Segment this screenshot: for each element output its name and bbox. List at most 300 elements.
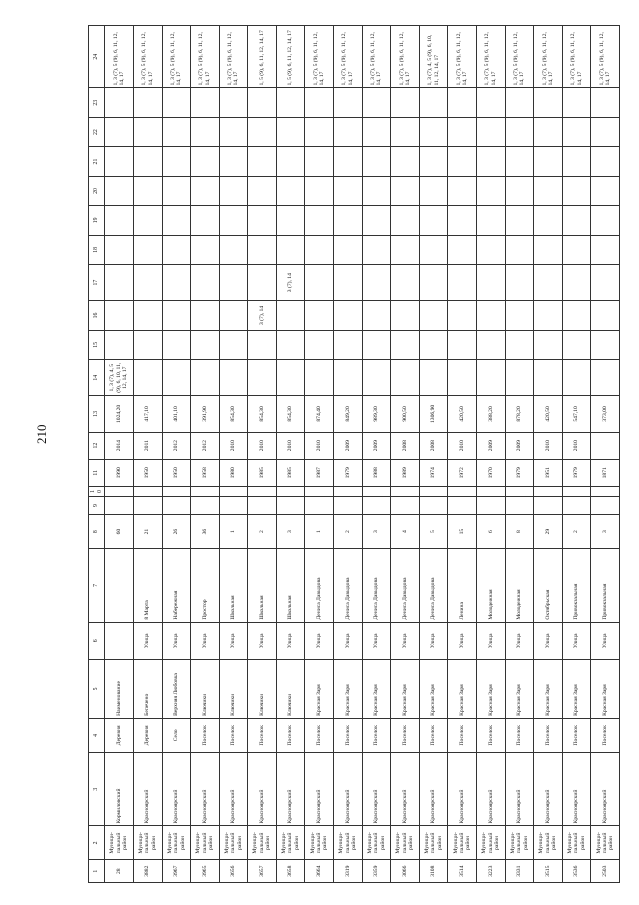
table-cell xyxy=(105,206,134,235)
table-cell xyxy=(248,265,277,301)
table-cell: Поселок xyxy=(334,718,363,752)
table-cell xyxy=(105,301,134,330)
table-cell: Деревня xyxy=(105,718,134,752)
table-cell xyxy=(419,360,448,396)
table-cell xyxy=(362,147,391,176)
table-cell xyxy=(334,497,363,515)
table-cell: Красноярский xyxy=(505,752,534,826)
table-cell xyxy=(448,486,477,496)
table-cell: Красная Заря xyxy=(448,660,477,719)
table-cell xyxy=(362,235,391,264)
table-cell xyxy=(133,147,162,176)
header-cell: 13 xyxy=(89,396,105,432)
table-cell xyxy=(505,360,534,396)
table-cell: 1, 3 (7), 5 (9), 6, 11, 12, 14, 17 xyxy=(334,26,363,89)
table-cell: 3515 xyxy=(534,860,563,883)
table-cell xyxy=(419,88,448,117)
header-cell: 2 xyxy=(89,826,105,860)
table-cell xyxy=(448,176,477,205)
table-cell xyxy=(534,265,563,301)
table-cell: 3967 xyxy=(162,860,191,883)
table-cell xyxy=(191,206,220,235)
table-cell xyxy=(191,265,220,301)
table-cell xyxy=(562,235,591,264)
table-cell xyxy=(391,301,420,330)
table-cell xyxy=(105,330,134,359)
header-cell: 16 xyxy=(89,301,105,330)
table-cell: 1, 3 (7), 5 (9), 6, 11, 12, 14, 17 xyxy=(105,26,134,89)
table-cell: 3359 xyxy=(362,860,391,883)
table-cell xyxy=(334,206,363,235)
table-cell: 26 xyxy=(162,515,191,549)
rotated-table-container xyxy=(88,25,620,883)
table-body xyxy=(105,26,620,883)
table-cell xyxy=(105,176,134,205)
table-cell xyxy=(162,206,191,235)
table-cell: Красноярский xyxy=(248,752,277,826)
table-cell xyxy=(191,147,220,176)
table-cell xyxy=(105,497,134,515)
table-cell xyxy=(305,117,334,146)
table-cell xyxy=(191,117,220,146)
table-cell: Улица xyxy=(219,622,248,659)
table-cell xyxy=(391,206,420,235)
table-cell xyxy=(305,206,334,235)
table-cell: Муници-пальный район xyxy=(133,826,162,860)
table-cell: Поселок xyxy=(219,718,248,752)
table-cell: Красноярский xyxy=(133,752,162,826)
table-cell xyxy=(477,360,506,396)
table-cell: Простор xyxy=(191,549,220,623)
table-cell xyxy=(534,88,563,117)
table-cell xyxy=(305,301,334,330)
table-cell xyxy=(162,265,191,301)
table-cell: Ленина xyxy=(448,549,477,623)
table-cell: 1989 xyxy=(391,459,420,486)
table-cell: Красноярский xyxy=(305,752,334,826)
table-cell: 417,10 xyxy=(133,396,162,432)
table-cell: 1, 3 (7), 5 (9), 6, 11, 12, 14, 17 xyxy=(534,26,563,89)
table-row xyxy=(276,26,305,883)
table-cell: Октябрьская xyxy=(534,549,563,623)
table-cell: Улица xyxy=(562,622,591,659)
table-cell: 5 xyxy=(419,515,448,549)
table-cell xyxy=(448,235,477,264)
table-cell xyxy=(391,497,420,515)
table-cell: Муници-пальный район xyxy=(162,826,191,860)
table-cell: Поселок xyxy=(248,718,277,752)
table-cell xyxy=(591,206,620,235)
table-cell: 2010 xyxy=(219,432,248,459)
table-cell: 1 xyxy=(305,515,334,549)
header-cell: 14 xyxy=(89,360,105,396)
table-cell xyxy=(477,235,506,264)
table-cell xyxy=(562,360,591,396)
table-cell xyxy=(505,235,534,264)
table-cell xyxy=(248,206,277,235)
table-cell xyxy=(419,147,448,176)
table-cell: Красноярский xyxy=(334,752,363,826)
table-cell xyxy=(562,147,591,176)
table-cell: 21 xyxy=(133,515,162,549)
table-cell: Муници-пальный район xyxy=(391,826,420,860)
header-cell: 15 xyxy=(89,330,105,359)
table-row xyxy=(505,26,534,883)
table-cell: 6 xyxy=(477,515,506,549)
table-cell: Дениса Давыдова xyxy=(362,549,391,623)
table-cell: 1958 xyxy=(191,459,220,486)
header-cell: 1 xyxy=(89,860,105,883)
table-cell: 1 xyxy=(219,515,248,549)
table-cell xyxy=(105,117,134,146)
table-cell xyxy=(591,360,620,396)
table-cell: 401,10 xyxy=(162,396,191,432)
table-cell: Улица xyxy=(362,622,391,659)
table-cell xyxy=(562,176,591,205)
table-cell: 854,30 xyxy=(219,396,248,432)
table-cell xyxy=(391,265,420,301)
table-cell: Поселок xyxy=(362,718,391,752)
table-cell: 60 xyxy=(105,515,134,549)
table-cell xyxy=(219,206,248,235)
table-cell xyxy=(305,330,334,359)
table-cell xyxy=(448,147,477,176)
table-cell xyxy=(534,206,563,235)
header-cell: 8 xyxy=(89,515,105,549)
table-cell: 4 xyxy=(391,515,420,549)
table-cell: Муници-пальный район xyxy=(534,826,563,860)
table-cell xyxy=(419,206,448,235)
table-row xyxy=(191,26,220,883)
table-cell xyxy=(534,301,563,330)
table-cell xyxy=(591,330,620,359)
table-cell xyxy=(562,265,591,301)
header-cell: 24 xyxy=(89,26,105,89)
table-cell: 3108 xyxy=(419,860,448,883)
table-row xyxy=(219,26,248,883)
table-cell: Улица xyxy=(591,622,620,659)
table-cell: 373,00 xyxy=(591,396,620,432)
table-cell: Красноярский xyxy=(391,752,420,826)
table-cell xyxy=(133,176,162,205)
table-cell: 3657 xyxy=(248,860,277,883)
table-cell: Привокзальная xyxy=(591,549,620,623)
table-cell xyxy=(248,497,277,515)
table-cell: Муници-пальный район xyxy=(591,826,620,860)
table-cell xyxy=(419,176,448,205)
table-cell: 8 xyxy=(505,515,534,549)
table-cell: Поселок xyxy=(477,718,506,752)
table-cell xyxy=(591,432,620,459)
table-cell xyxy=(391,330,420,359)
table-cell xyxy=(391,235,420,264)
header-cell: 20 xyxy=(89,176,105,205)
table-cell xyxy=(276,360,305,396)
table-cell xyxy=(219,497,248,515)
table-cell: Бепечено xyxy=(133,660,162,719)
table-cell: Улица xyxy=(162,622,191,659)
table-cell xyxy=(191,486,220,496)
table-cell xyxy=(133,88,162,117)
table-cell: Поселок xyxy=(562,718,591,752)
table-cell xyxy=(162,330,191,359)
table-row xyxy=(562,26,591,883)
table-cell xyxy=(477,265,506,301)
table-cell xyxy=(162,88,191,117)
table-cell: 420,50 xyxy=(448,396,477,432)
table-cell: 1, 3 (7), 5 (9), 6, 11, 12, 14, 17 xyxy=(305,26,334,89)
table-cell: 3223 xyxy=(477,860,506,883)
table-cell xyxy=(448,497,477,515)
table-cell: Школьная xyxy=(248,549,277,623)
table-cell: 1, 3 (7), 5 (9), 6, 11, 12, 14, 17 xyxy=(591,26,620,89)
table-cell: Ключики xyxy=(219,660,248,719)
table-cell xyxy=(477,88,506,117)
table-cell xyxy=(505,176,534,205)
table-cell xyxy=(334,88,363,117)
table-cell xyxy=(191,235,220,264)
table-cell: 2008 xyxy=(419,432,448,459)
table-cell xyxy=(334,147,363,176)
table-cell: Муници-пальный район xyxy=(248,826,277,860)
table-cell: 900,50 xyxy=(391,396,420,432)
table-cell: 2009 xyxy=(362,432,391,459)
table-cell xyxy=(334,117,363,146)
table-cell xyxy=(162,176,191,205)
table-cell: 3965 xyxy=(191,860,220,883)
table-cell xyxy=(505,88,534,117)
table-cell xyxy=(162,117,191,146)
table-cell: 1950 xyxy=(162,459,191,486)
table-cell xyxy=(562,301,591,330)
table-cell: 854,30 xyxy=(248,396,277,432)
table-cell: Поселок xyxy=(191,718,220,752)
table-cell xyxy=(362,117,391,146)
table-cell: Школьная xyxy=(276,549,305,623)
table-cell xyxy=(276,206,305,235)
table-cell: 1990 xyxy=(105,459,134,486)
table-cell: 1985 xyxy=(276,459,305,486)
table-cell: Молодежная xyxy=(477,549,506,623)
table-cell xyxy=(477,176,506,205)
table-cell xyxy=(362,206,391,235)
table-cell xyxy=(591,176,620,205)
table-cell: Муници-пальный район xyxy=(505,826,534,860)
table-cell: 1987 xyxy=(305,459,334,486)
table-cell xyxy=(334,301,363,330)
table-cell xyxy=(505,330,534,359)
table-cell: 3319 xyxy=(334,860,363,883)
table-cell: Красноярский xyxy=(477,752,506,826)
table-cell: 989,30 xyxy=(362,396,391,432)
table-row xyxy=(248,26,277,883)
table-cell xyxy=(562,497,591,515)
table-cell xyxy=(362,497,391,515)
table-cell: 1970 xyxy=(477,459,506,486)
table-cell: 3882 xyxy=(133,860,162,883)
table-cell xyxy=(219,486,248,496)
table-cell: 3656 xyxy=(219,860,248,883)
table-cell xyxy=(334,360,363,396)
table-cell: Муници-пальный район xyxy=(448,826,477,860)
table-cell xyxy=(276,497,305,515)
table-cell xyxy=(219,301,248,330)
table-cell: Красноярский xyxy=(276,752,305,826)
table-cell xyxy=(219,147,248,176)
table-cell xyxy=(162,497,191,515)
table-cell xyxy=(219,117,248,146)
table-cell xyxy=(477,301,506,330)
table-cell: 2010 xyxy=(448,432,477,459)
table-cell: 3536 xyxy=(562,860,591,883)
table-cell: Поселок xyxy=(305,718,334,752)
table-cell xyxy=(477,206,506,235)
table-cell xyxy=(505,206,534,235)
table-cell xyxy=(391,360,420,396)
table-cell: Муници-пальный район xyxy=(562,826,591,860)
table-cell xyxy=(591,88,620,117)
table-cell xyxy=(105,265,134,301)
table-cell xyxy=(276,486,305,496)
table-cell: 2011 xyxy=(133,432,162,459)
table-row xyxy=(591,26,620,883)
table-cell xyxy=(248,235,277,264)
table-cell xyxy=(219,360,248,396)
table-cell: Красноярский xyxy=(219,752,248,826)
table-cell: Наименование xyxy=(105,660,134,719)
table-cell: 2 xyxy=(334,515,363,549)
table-cell: 2014 xyxy=(105,432,134,459)
table-cell: 2009 xyxy=(505,432,534,459)
table-cell xyxy=(133,206,162,235)
table-cell: Верхняя Любовка xyxy=(162,660,191,719)
table-cell xyxy=(305,486,334,496)
table-cell: Ключики xyxy=(276,660,305,719)
table-cell: Муници-пальный район xyxy=(419,826,448,860)
table-cell: 15 xyxy=(448,515,477,549)
table-cell: Муници-пальный район xyxy=(334,826,363,860)
table-cell xyxy=(362,360,391,396)
table-cell xyxy=(419,330,448,359)
table-cell xyxy=(505,497,534,515)
table-cell xyxy=(334,235,363,264)
table-cell: 2010 xyxy=(248,432,277,459)
table-cell xyxy=(391,147,420,176)
table-cell xyxy=(276,235,305,264)
table-cell xyxy=(305,235,334,264)
table-cell xyxy=(162,360,191,396)
table-cell xyxy=(305,147,334,176)
table-cell xyxy=(305,497,334,515)
table-cell xyxy=(477,147,506,176)
table-cell xyxy=(133,360,162,396)
table-cell xyxy=(391,486,420,496)
table-cell: Красноярский xyxy=(362,752,391,826)
table-cell: Красная Заря xyxy=(362,660,391,719)
table-cell: Красноярский xyxy=(448,752,477,826)
table-row xyxy=(477,26,506,883)
table-cell xyxy=(191,360,220,396)
table-cell xyxy=(105,486,134,496)
table-cell xyxy=(505,265,534,301)
table-cell xyxy=(448,265,477,301)
table-cell: Ключики xyxy=(248,660,277,719)
table-cell: Красная Заря xyxy=(477,660,506,719)
table-cell xyxy=(276,117,305,146)
table-cell: Красная Заря xyxy=(419,660,448,719)
table-cell xyxy=(276,88,305,117)
table-cell: 1985 xyxy=(248,459,277,486)
table-cell xyxy=(419,486,448,496)
header-cell: 7 xyxy=(89,549,105,623)
table-cell: 1950 xyxy=(133,459,162,486)
table-cell: 1979 xyxy=(505,459,534,486)
table-cell: Муници-пальный район xyxy=(477,826,506,860)
table-cell: 2010 xyxy=(562,432,591,459)
table-cell: 36 xyxy=(191,515,220,549)
table-cell xyxy=(334,265,363,301)
table-cell: Поселок xyxy=(419,718,448,752)
table-cell: 1, 3 (7), 4, 5 (9), 6, 10, 11, 12, 14, 17 xyxy=(105,360,134,396)
table-cell xyxy=(162,235,191,264)
header-cell: 10 xyxy=(89,486,105,496)
table-cell: Красная Заря xyxy=(591,660,620,719)
table-cell: Муници-пальный район xyxy=(105,826,134,860)
table-cell xyxy=(505,117,534,146)
table-cell: 2012 xyxy=(191,432,220,459)
table-row xyxy=(105,26,134,883)
table-cell: 1980 xyxy=(219,459,248,486)
table-cell: 1, 3 (7), 5 (9), 6, 11, 12, 14, 17 xyxy=(191,26,220,89)
table-row xyxy=(391,26,420,883)
table-cell xyxy=(305,265,334,301)
table-cell: 1, 3 (7), 5 (9), 6, 11, 12, 14, 17 xyxy=(505,26,534,89)
table-cell: Набережная xyxy=(162,549,191,623)
table-cell: 1, 3 (7), 5 (9), 6, 11, 12, 14, 17 xyxy=(562,26,591,89)
table-cell: 2009 xyxy=(477,432,506,459)
table-cell xyxy=(219,330,248,359)
table-cell xyxy=(305,88,334,117)
table-cell xyxy=(562,486,591,496)
table-cell: 8 Марта xyxy=(133,549,162,623)
table-cell: 1871 xyxy=(591,459,620,486)
table-cell xyxy=(362,176,391,205)
table-cell: 3664 xyxy=(305,860,334,883)
table-cell: Красная Заря xyxy=(334,660,363,719)
table-cell xyxy=(534,176,563,205)
table-cell: 2503 xyxy=(591,860,620,883)
table-cell: Красноярский xyxy=(591,752,620,826)
table-cell xyxy=(562,117,591,146)
table-cell: 1306,90 xyxy=(419,396,448,432)
table-cell xyxy=(191,497,220,515)
table-row xyxy=(419,26,448,883)
table-cell xyxy=(591,147,620,176)
header-cell: 17 xyxy=(89,265,105,301)
table-cell: Муници-пальный район xyxy=(276,826,305,860)
table-cell: Поселок xyxy=(591,718,620,752)
table-cell: 2010 xyxy=(305,432,334,459)
table-cell xyxy=(448,330,477,359)
table-cell: 1951 xyxy=(534,459,563,486)
header-cell: 4 xyxy=(89,718,105,752)
table-cell xyxy=(191,330,220,359)
table-cell: Дениса Давыдова xyxy=(391,549,420,623)
table-cell: Школьная xyxy=(219,549,248,623)
table-cell: 2009 xyxy=(334,432,363,459)
table-cell xyxy=(591,301,620,330)
table-cell: Красноярский xyxy=(191,752,220,826)
